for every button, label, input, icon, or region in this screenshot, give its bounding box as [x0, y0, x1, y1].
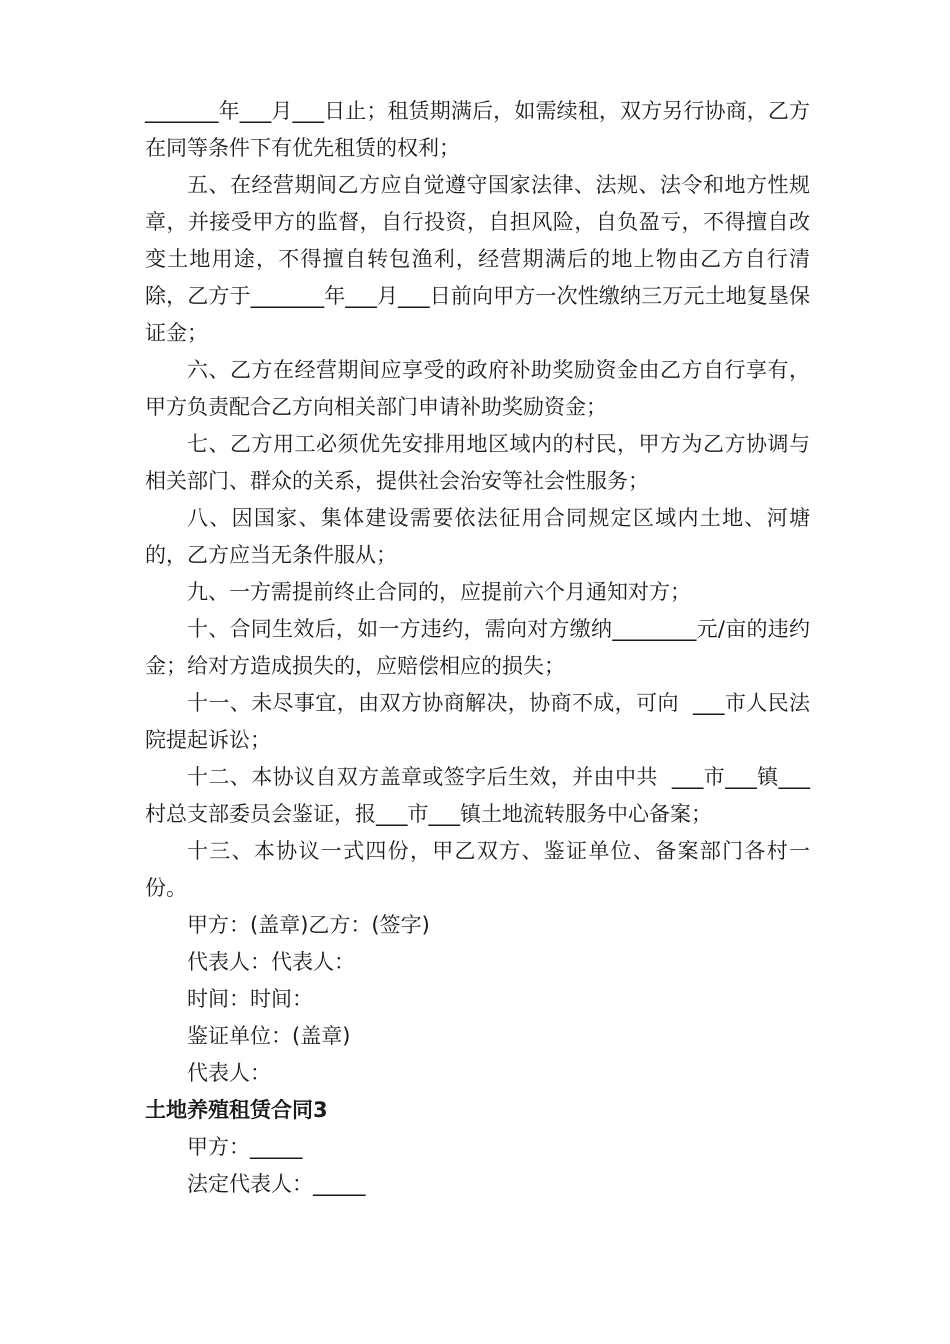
- party-a-line: 甲方：_____: [187, 1135, 303, 1159]
- paragraph-lease-term-end: _______年___月___日止；租赁期满后，如需续租，双方另行协商，乙方在同等条件下有优先租赁的权利；: [145, 99, 810, 160]
- legal-representative-line: 法定代表人：_____: [187, 1172, 366, 1196]
- section-heading: 土地养殖租赁合同3: [145, 1098, 328, 1122]
- paragraph-clause-10: 十、合同生效后，如一方违约，需向对方缴纳________元/亩的违约金；给对方造成损失的，应赔偿相应的损失；: [145, 617, 810, 678]
- paragraph-clause-7: 七、乙方用工必须优先安排用地区域内的村民，甲方为乙方协调与相关部门、群众的关系，提供社会治安等社会性服务；: [145, 432, 810, 493]
- paragraph-clause-6: 六、乙方在经营期间应享受的政府补助奖励资金由乙方自行享有，甲方负责配合乙方向相关部门申请补助奖励资金；: [145, 358, 810, 419]
- paragraph-clause-9: 九、一方需提前终止合同的，应提前六个月通知对方；: [187, 580, 691, 604]
- signature-time-line: 时间：时间：: [187, 987, 313, 1011]
- document-body: [145, 93, 810, 1203]
- signature-party-line: 甲方：(盖章)乙方：(签字): [187, 913, 430, 937]
- signature-verifier-line: 鉴证单位：(盖章): [187, 1024, 351, 1048]
- paragraph-clause-12: 十二、本协议自双方盖章或签字后生效，并由中共 ___市___镇___村总支部委员会鉴证，报___市___镇土地流转服务中心备案；: [145, 765, 810, 826]
- paragraph-clause-8: 八、因国家、集体建设需要依法征用合同规定区域内土地、河塘的，乙方应当无条件服从；: [145, 506, 810, 567]
- paragraph-clause-11: 十一、未尽事宜，由双方协商解决，协商不成，可向 ___市人民法院提起诉讼；: [145, 691, 810, 752]
- paragraph-clause-5: 五、在经营期间乙方应自觉遵守国家法律、法规、法令和地方性规章，并接受甲方的监督，自行投资，自担风险，自负盈亏，不得擅自改变土地用途，不得擅自转包渔利，经营期满后的地上物由乙方自行清除，乙方于_______年___月___日前向甲方一次性缴纳三万元土地复垦保证金；: [145, 173, 810, 345]
- signature-verifier-representative: 代表人：: [187, 1061, 271, 1085]
- signature-representative-line: 代表人：代表人：: [187, 950, 355, 974]
- paragraph-clause-13: 十三、本协议一式四份，甲乙双方、鉴证单位、备案部门各村一份。: [145, 839, 810, 900]
